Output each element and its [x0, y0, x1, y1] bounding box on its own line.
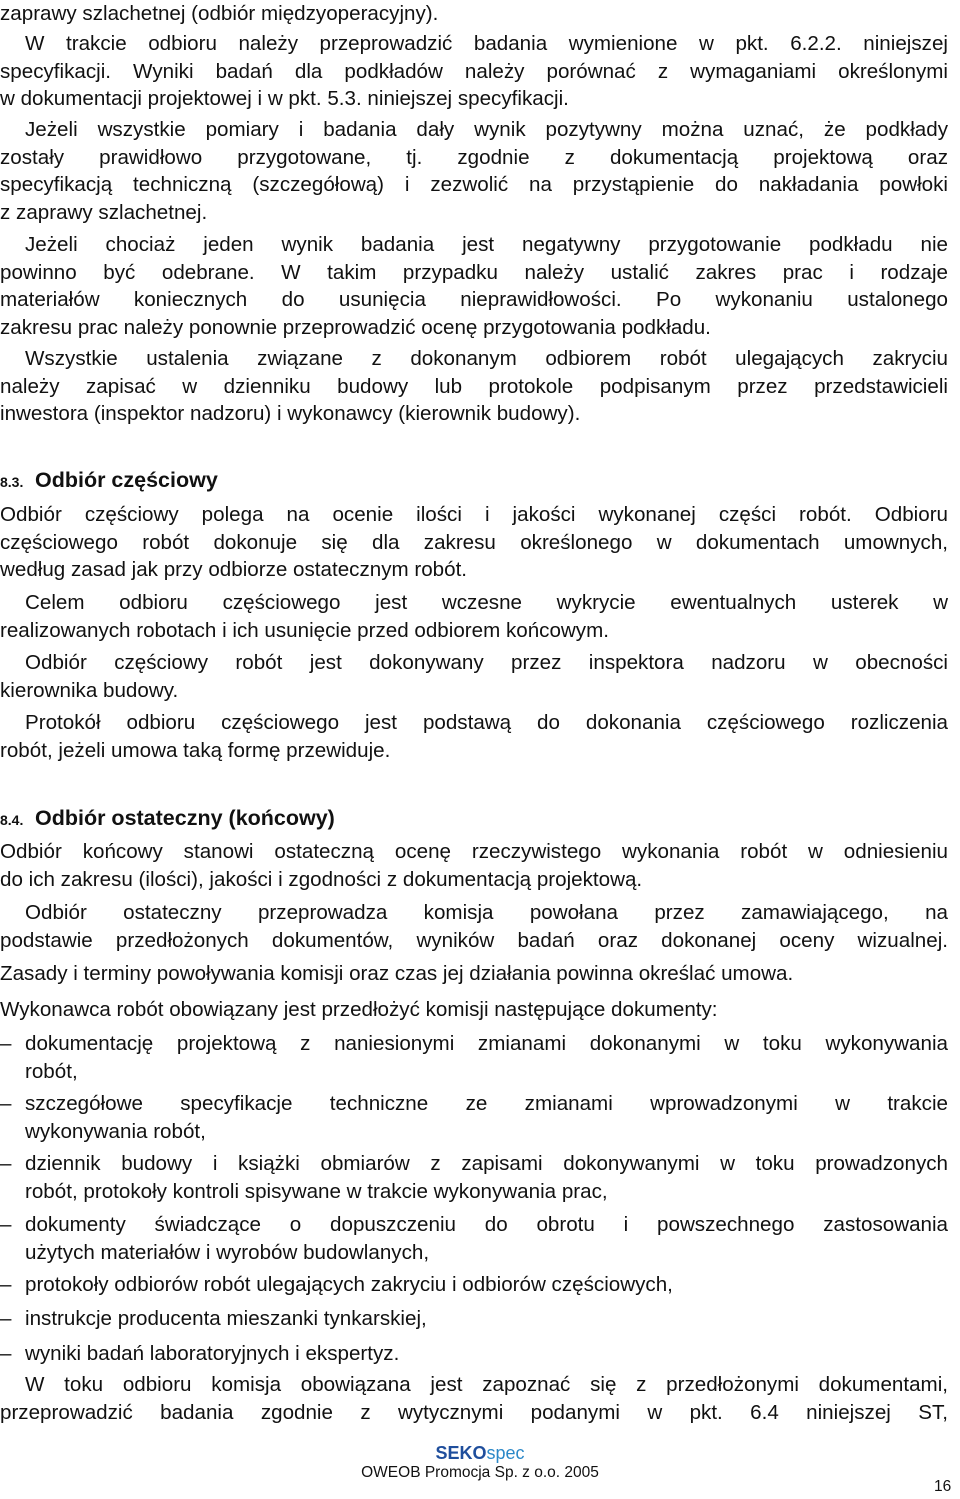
- list-dash: –: [0, 1152, 12, 1175]
- paragraph: [0, 838, 948, 893]
- text-line: należy zapisać w dzienniku budowy lub protokole podpisanym przez przedstawicieli: [0, 374, 948, 398]
- paragraph: [0, 649, 948, 704]
- paragraph: [0, 0, 948, 28]
- text-line: użytych materiałów i wyrobów budowlanych,: [25, 1240, 430, 1264]
- section-number: 8.3.: [0, 474, 24, 490]
- text-line: szczegółowe specyfikacje techniczne ze zmianami wprowadzonymi w trakcie: [25, 1092, 948, 1115]
- text-line: Celem odbioru częściowego jest wczesne wykrycie ewentualnych usterek w: [25, 591, 948, 614]
- text-line: przeprowadzić badania zgodnie z wytycznymi podanymi w pkt. 6.4 niniejszej ST,: [0, 1400, 948, 1424]
- page-number: 16: [934, 1478, 952, 1495]
- text-line: według zasad jak przy odbiorze ostatecznym robót.: [0, 558, 468, 581]
- list-dash: –: [0, 1273, 12, 1296]
- paragraph: [0, 996, 948, 1024]
- text-line: specyfikacją techniczną (szczegółową) i zezwolić na przystąpienie do nakładania powłoki: [0, 173, 948, 196]
- text-line: z zaprawy szlachetnej.: [0, 200, 208, 224]
- text-line: Wykonawca robót obowiązany jest przedłożyć komisji następujące dokumenty:: [0, 998, 718, 1021]
- text-line: dokumentację projektową z naniesionymi zmianami dokonanymi w toku wykonywania: [25, 1032, 948, 1055]
- text-line: zakresu prac należy ponownie przeprowadzić ocenę przygotowania podkładu.: [0, 315, 711, 339]
- text-line: Protokół odbioru częściowego jest podstawą do dokonania częściowego rozliczenia: [25, 711, 948, 734]
- paragraph: [0, 501, 948, 584]
- text-line: robót,: [25, 1059, 78, 1083]
- text-line: dokumenty świadczące o dopuszczeniu do obrotu i powszechnego zastosowania: [25, 1213, 948, 1236]
- text-line: realizowanych robotach i ich usunięcie przed odbiorem końcowym.: [0, 618, 609, 642]
- text-line: częściowego robót dokonuje się dla zakresu określonego w dokumentach umownych,: [0, 530, 948, 554]
- text-line: Odbiór końcowy stanowi ostateczną ocenę rzeczywistego wykonania robót w odniesieniu: [0, 840, 948, 863]
- text-line: instrukcje producenta mieszanki tynkarskiej,: [25, 1307, 427, 1330]
- text-line: specyfikacji. Wyniki badań dla podkładów należy porównać z wymaganiami określonymi: [0, 59, 948, 83]
- list-dash: –: [0, 1213, 12, 1236]
- text-line: Odbiór ostateczny przeprowadza komisja powołana przez zamawiającego, na: [25, 901, 948, 924]
- section-heading: [0, 806, 335, 831]
- paragraph: [0, 709, 948, 764]
- section-heading: [0, 468, 218, 493]
- paragraph: [0, 116, 948, 226]
- text-line: zaprawy szlachetnej (odbiór międzyoperacyjny).: [0, 2, 439, 25]
- list-item: [0, 1150, 948, 1205]
- list-dash: –: [0, 1032, 12, 1055]
- text-line: Zasady i terminy powoływania komisji oraz czas jej działania powinna określać umowa.: [0, 962, 794, 985]
- paragraph: [0, 231, 948, 341]
- text-line: robót, protokoły kontroli spisywane w trakcie wykonywania prac,: [25, 1179, 608, 1203]
- paragraph: [0, 30, 948, 113]
- text-line: W toku odbioru komisja obowiązana jest zapoznać się z przedłożonymi dokumentami,: [25, 1373, 948, 1396]
- text-line: W trakcie odbioru należy przeprowadzić badania wymienione w pkt. 6.2.2. niniejszej: [25, 32, 948, 55]
- page-footer: [0, 1443, 960, 1483]
- list-dash: –: [0, 1092, 12, 1115]
- text-line: Odbiór częściowy polega na ocenie ilości i jakości wykonanej części robót. Odbioru: [0, 503, 948, 526]
- text-line: inwestora (inspektor nadzoru) i wykonawcy (kierownik budowy).: [0, 402, 581, 425]
- text-line: protokoły odbiorów robót ulegających zakryciu i odbiorów częściowych,: [25, 1273, 673, 1296]
- text-line: w dokumentacji projektowej i w pkt. 5.3. niniejszej specyfikacji.: [0, 87, 569, 110]
- sekospec-logo: SEKOspec: [435, 1443, 525, 1463]
- list-dash: –: [0, 1342, 12, 1365]
- list-item: [0, 1305, 948, 1333]
- text-line: wykonywania robót,: [25, 1119, 206, 1143]
- text-line: robót, jeżeli umowa taką formę przewiduje.: [0, 738, 391, 762]
- text-line: Wszystkie ustalenia związane z dokonanym odbiorem robót ulegających zakryciu: [25, 347, 948, 370]
- text-line: kierownika budowy.: [0, 678, 179, 702]
- list-item: [0, 1211, 948, 1266]
- text-line: podstawie przedłożonych dokumentów, wyników badań oraz dokonanej oceny wizualnej.: [0, 928, 948, 952]
- text-line: wyniki badań laboratoryjnych i ekspertyz.: [25, 1342, 400, 1365]
- paragraph: [0, 345, 948, 428]
- text-line: Jeżeli chociaż jeden wynik badania jest negatywny przygotowanie podkładu nie: [25, 233, 948, 256]
- text-line: dziennik budowy i książki obmiarów z zapisami dokonywanymi w toku prowadzonych: [25, 1152, 948, 1175]
- text-line: zostały prawidłowo przygotowane, tj. zgodnie z dokumentacją projektową oraz: [0, 145, 948, 169]
- text-line: Odbiór częściowy robót jest dokonywany przez inspektora nadzoru w obecności: [25, 651, 948, 674]
- list-item: [0, 1340, 948, 1368]
- paragraph: [0, 589, 948, 644]
- text-line: do ich zakresu (ilości), jakości i zgodności z dokumentacją projektową.: [0, 867, 643, 891]
- paragraph: [0, 899, 948, 954]
- text-line: Jeżeli wszystkie pomiary i badania dały wynik pozytywny można uznać, że podkłady: [25, 118, 948, 141]
- list-item: [0, 1030, 948, 1085]
- list-item: [0, 1090, 948, 1145]
- section-title: Odbiór częściowy: [35, 468, 218, 492]
- section-number: 8.4.: [0, 812, 24, 828]
- text-line: powinno być odebrane. W takim przypadku należy ustalić zakres prac i rodzaje: [0, 260, 948, 284]
- paragraph: [0, 1371, 948, 1426]
- footer-company: OWEOB Promocja Sp. z o.o. 2005: [361, 1464, 599, 1481]
- section-title: Odbiór ostateczny (końcowy): [35, 806, 335, 830]
- list-dash: –: [0, 1307, 12, 1330]
- text-line: materiałów koniecznych do usunięcia nieprawidłowości. Po wykonaniu ustalonego: [0, 288, 948, 311]
- list-item: [0, 1271, 948, 1299]
- paragraph: [0, 960, 948, 988]
